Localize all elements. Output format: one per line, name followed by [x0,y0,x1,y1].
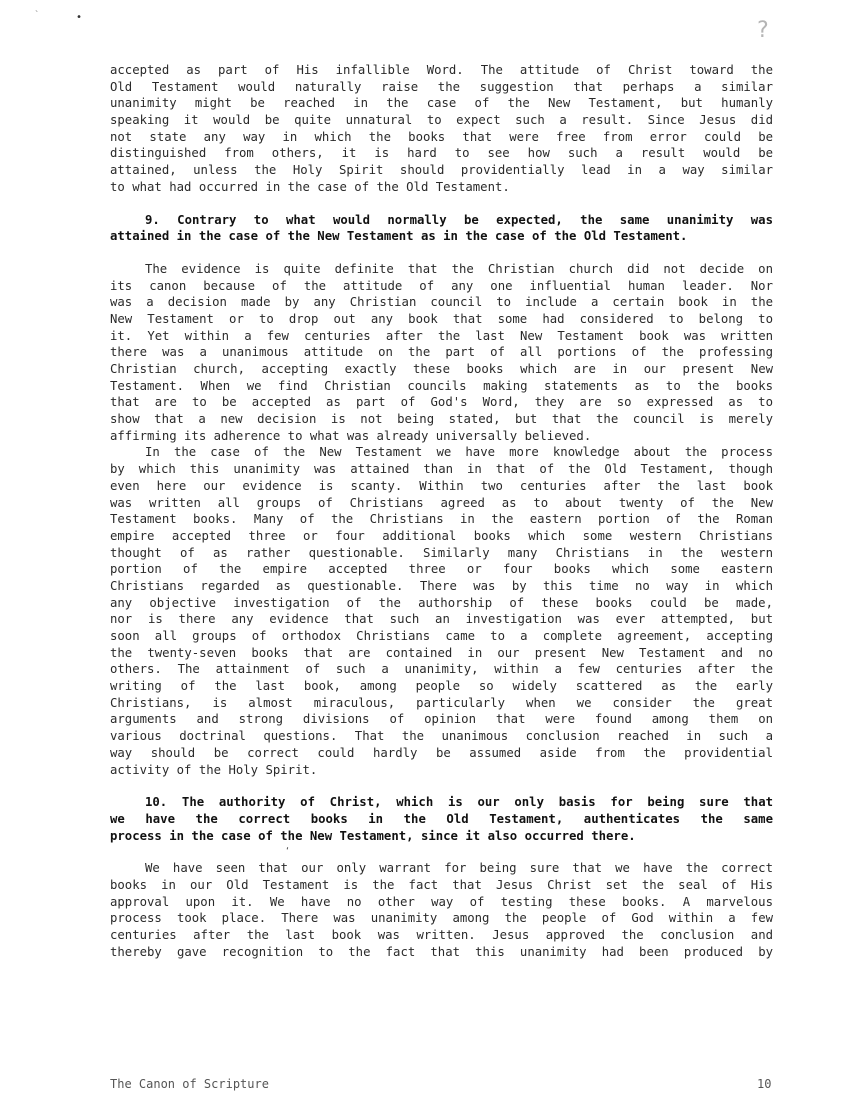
page-body [110,62,773,960]
scan-artifact-handwritten-mark: ? [756,18,770,43]
text-line: writing of the last book, among people so widely scattered as the early [110,679,773,694]
paragraph-section-10-1 [110,860,773,960]
text-line: books in our Old Testament is the fact that Jesus Christ set the seal of His [110,877,773,892]
text-line: it. Yet within a few centuries after the last New Testament book was written [110,328,773,343]
text-line: arguments and strong divisions of opinion that were found among them on [110,712,773,727]
scan-artifact: ` [34,10,41,21]
text-line: Testament books. Many of the Christians in the eastern portion of the Roman [110,512,773,527]
text-line: was written all groups of Christians agreed as to about twenty of the New [110,495,773,510]
text-line: various doctrinal questions. That the unanimous conclusion reached in such a [110,729,773,744]
text-line: speaking it would be quite unnatural to expect such a result. Since Jesus did [110,113,773,128]
text-line: there was a unanimous attitude on the part of all portions of the professing [110,345,773,360]
text-line: that are to be accepted as part of God's Word, they are so expressed as to [110,395,773,410]
text-line: distinguished from others, it is hard to see how such a result would be [110,146,773,161]
text-line: We have seen that our only warrant for being sure that we have the correct [145,861,773,876]
text-line: attained in the case of the New Testament as in the case of the Old Testament. [110,229,688,244]
section-heading-10 [110,794,773,844]
text-line: The evidence is quite definite that the Christian church did not decide on [145,261,773,276]
paragraph-section-9-2 [110,444,773,778]
text-line: others. The attainment of such a unanimity, within a few centuries after the [110,662,773,677]
text-line: Testament. When we find Christian councils making statements as to the books [110,378,773,393]
footer-page-number: 10 [757,1077,772,1091]
text-line: portion of the empire accepted three or four books which some eastern [110,562,773,577]
text-line: its canon because of the attitude of any one influential human leader. Nor [110,278,773,293]
text-line: attained, unless the Holy Spirit should providentially lead in a way similar [110,163,773,178]
text-line: by which this unanimity was attained than in that of the Old Testament, though [110,462,773,477]
text-line: even here our evidence is scanty. Within two centuries after the last book [110,478,773,493]
text-line: soon all groups of orthodox Christians came to a complete agreement, accepting [110,629,773,643]
text-line: Old Testament would naturally raise the suggestion that perhaps a similar [110,79,773,94]
text-line: was a decision made by any Christian council to include a certain book in the [110,295,773,310]
paragraph-section-9-1 [110,261,773,445]
text-line: way should be correct could hardly be assumed aside from the providential [110,745,773,760]
text-line: unanimity might be reached in the case of the New Testament, but humanly [110,96,773,111]
text-line: accepted as part of His infallible Word. The attitude of Christ toward the [110,63,773,77]
text-line: 9. Contrary to what would normally be expected, the same unanimity was [145,212,773,227]
scan-artifact: • [76,12,83,23]
text-line: empire accepted three or four additional books which some western Christians [110,528,773,543]
text-line: activity of the Holy Spirit. [110,762,318,777]
text-line: approval upon it. We have no other way of testing these books. A marvelous [110,894,773,909]
text-line: affirming its adherence to what was already universally believed. [110,428,592,443]
text-line: Christian church, accepting exactly these books which are in our present New [110,362,773,376]
text-line: not state any way in which the books that were free from error could be [110,129,773,144]
footer-document-title: The Canon of Scripture [110,1077,269,1091]
text-line: thought of as rather questionable. Similarly many Christians in the western [110,545,773,560]
text-line: 10. The authority of Christ, which is our only basis for being sure that [145,795,773,810]
text-line: In the case of the New Testament we have more knowledge about the process [145,445,773,460]
scan-artifact: ‘ [285,846,290,855]
text-line: show that a new decision is not being stated, but that the council is merely [110,412,773,427]
text-line: the twenty-seven books that are contained in our present New Testament and no [110,645,773,660]
section-heading-9 [110,212,773,245]
text-line: to what had occurred in the case of the Old Testament. [110,179,510,194]
text-line: process in the case of the New Testament, since it also occurred there. [110,828,636,843]
text-line: we have the correct books in the Old Testament, authenticates the same [110,811,773,826]
text-line: Christians, is almost miraculous, particularly when we consider the great [110,695,773,710]
text-line: Christians regarded as questionable. There was by this time no way in which [110,578,773,593]
text-line: any objective investigation of the authorship of these books could be made, [110,595,773,610]
text-line: centuries after the last book was written. Jesus approved the conclusion and [110,928,773,942]
text-line: nor is there any evidence that such an investigation was ever attempted, but [110,612,773,627]
text-line: New Testament or to drop out any book that some had considered to belong to [110,311,773,326]
text-line: thereby gave recognition to the fact that this unanimity had been produced by [110,944,773,959]
paragraph-opening [110,62,773,196]
text-line: process took place. There was unanimity among the people of God within a few [110,911,773,926]
